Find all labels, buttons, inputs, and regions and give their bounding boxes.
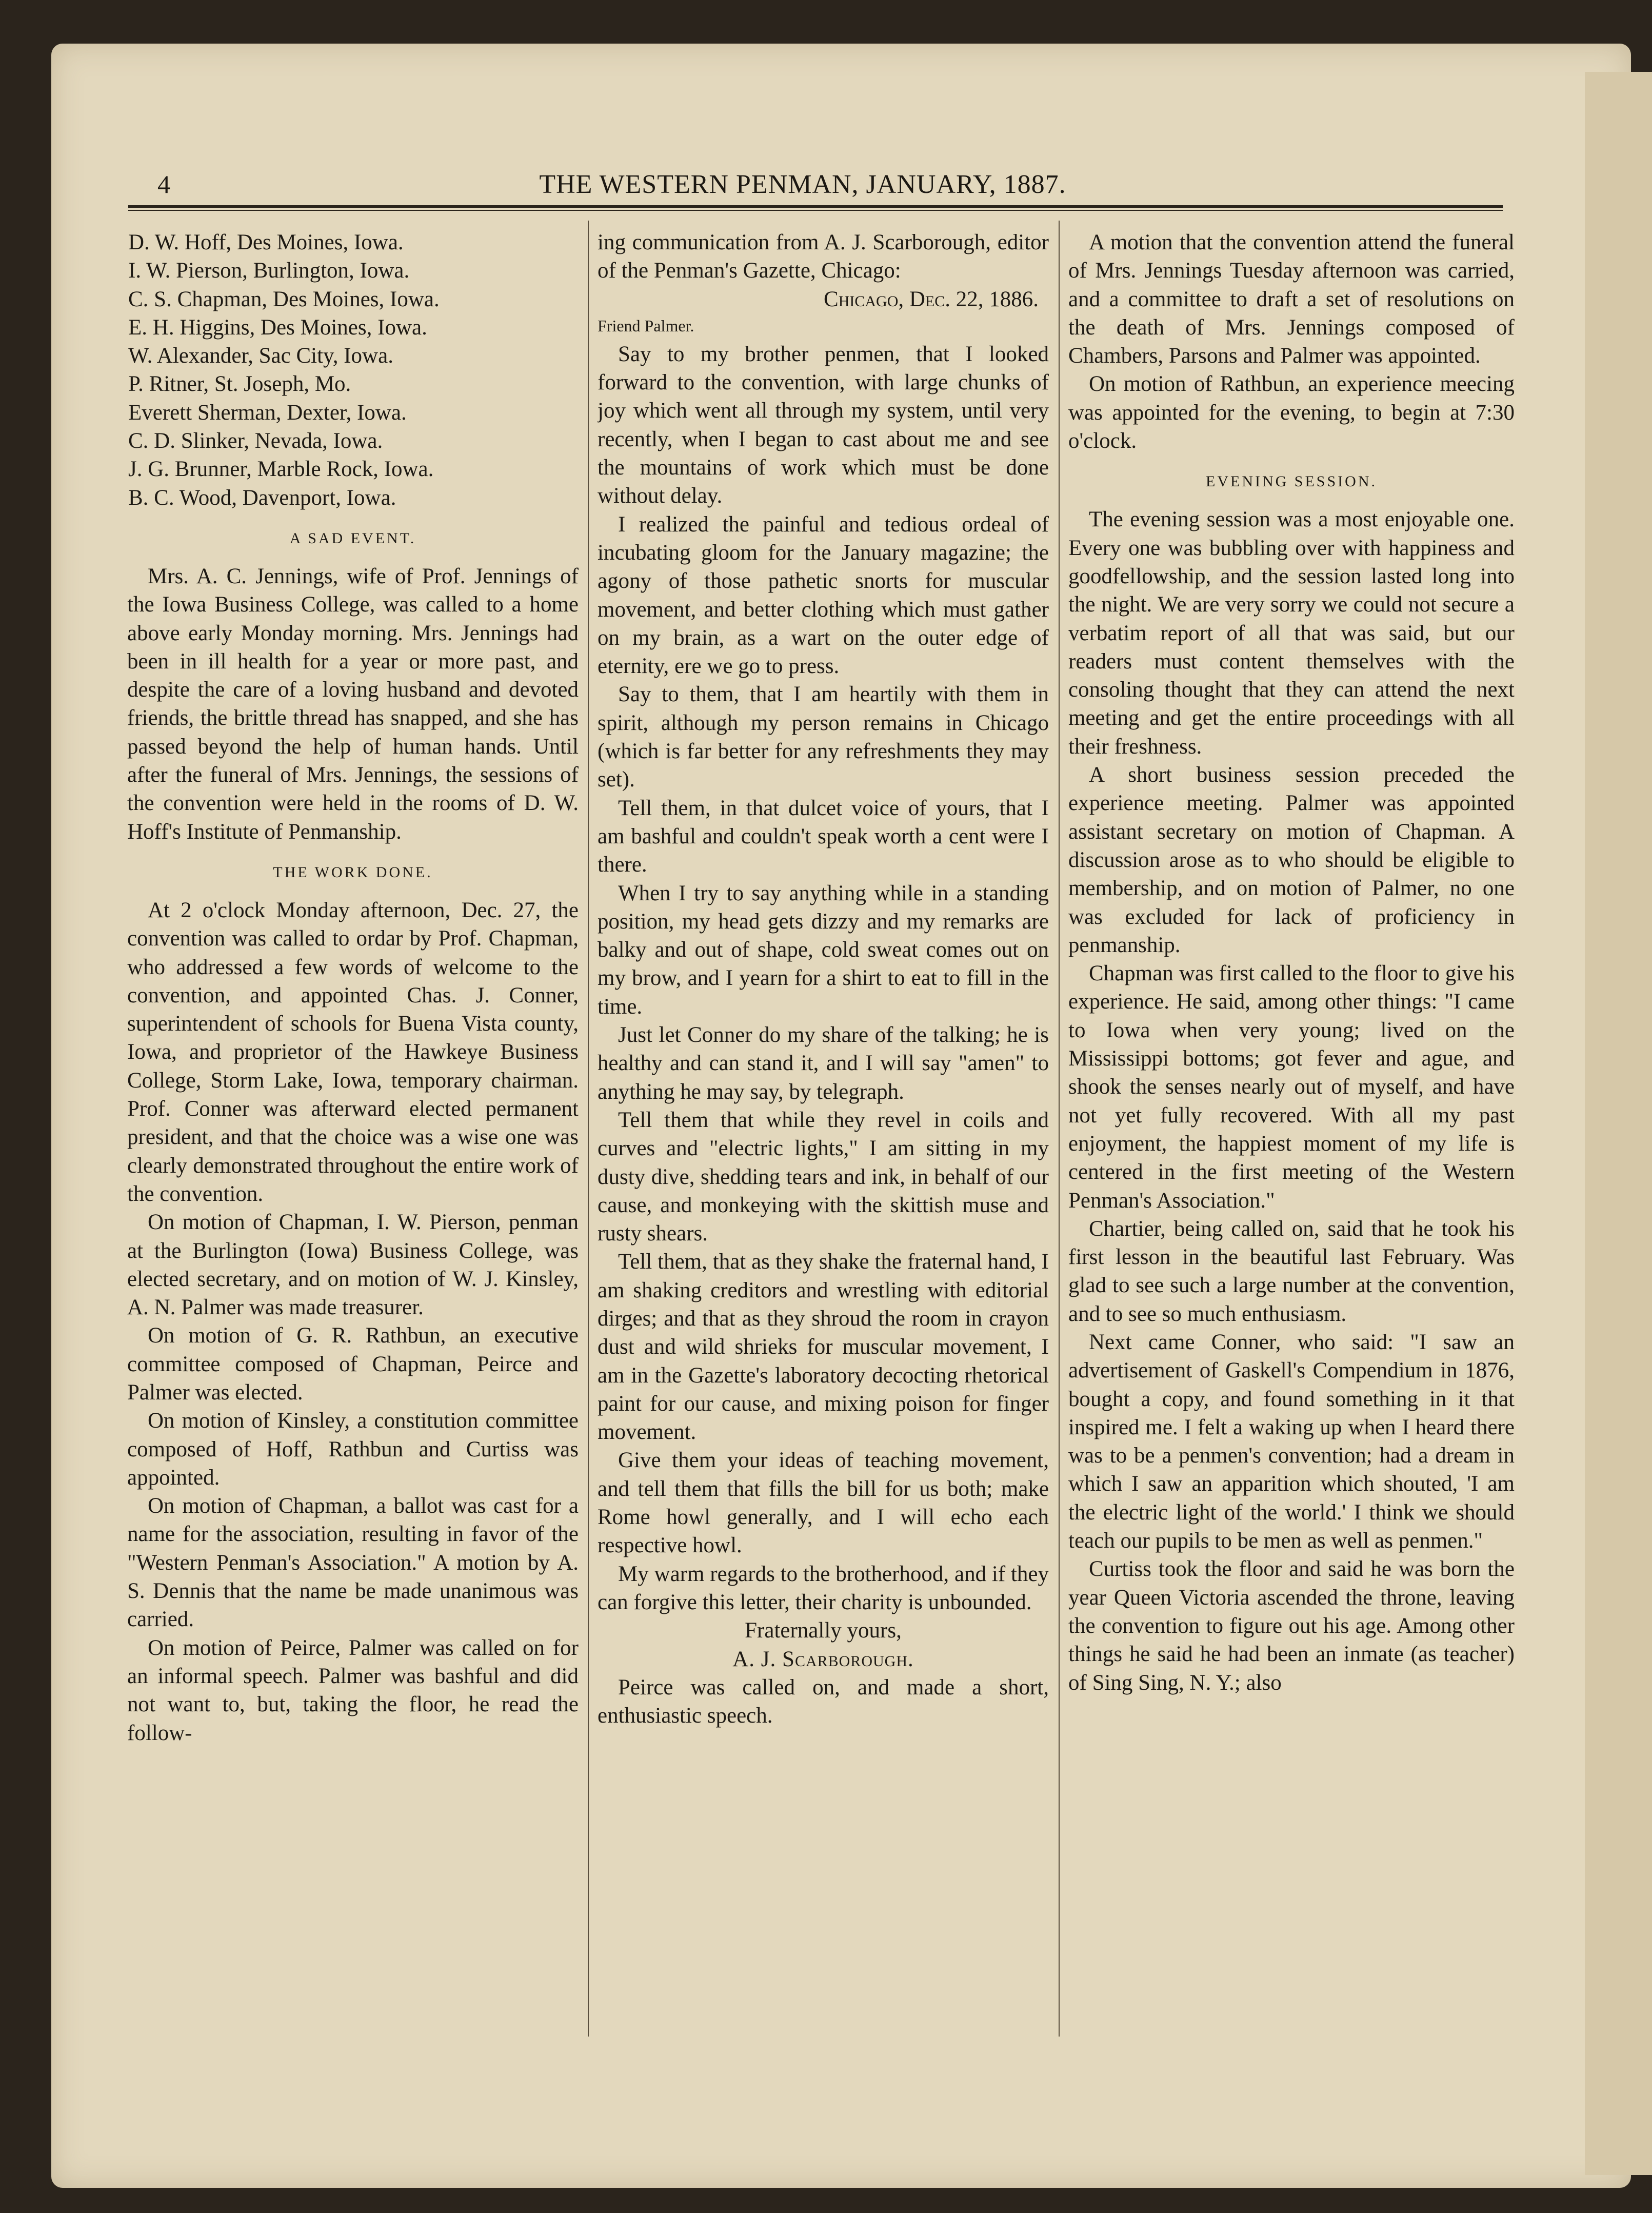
list-item: P. Ritner, St. Joseph, Mo. (128, 372, 351, 397)
paragraph: The evening session was a most enjoyable one. Every one was bubbling over with happiness and goodfellowship, and the session lasted long into the night. We are very sorry we could not secure a verbatim report of all that was said, but our readers must content themselves with the consoling thought that they can attend the next meeting and get the entire proceedings with all their freshness. (1068, 507, 1515, 759)
list-item: C. D. Slinker, Nevada, Iowa. (128, 429, 383, 453)
paragraph: On motion of Rathbun, an experience meecing was appointed for the evening, to begin at 7:30 o'clock. (1068, 372, 1515, 453)
paragraph: Say to my brother penmen, that I looked forward to the convention, with large chunks of joy which went all through my system, until very recently, when I began to cast about me and see the mountains of work which must be done without delay. (598, 342, 1049, 508)
paragraph: Just let Conner do my share of the talking; he is healthy and can stand it, and I will say "amen" to anything he may say, by telegraph. (598, 1023, 1049, 1104)
list-item: B. C. Wood, Davenport, Iowa. (128, 485, 396, 510)
letter-signature: A. J. Scarborough. (732, 1647, 914, 1671)
paragraph: On motion of Peirce, Palmer was called on for an informal speech. Palmer was bashful and did not want to, but, taking the floor, he read the follow- (127, 1635, 579, 1745)
paragraph: I realized the painful and tedious ordeal of incubating gloom for the January magazine; the agony of those pathetic snorts for muscular movement, and better clothing which must gather on my brain, as a wart on the outer edge of eternity, ere we go to press. (598, 512, 1049, 679)
list-item: E. H. Higgins, Des Moines, Iowa. (128, 315, 427, 340)
attendee-list (127, 228, 579, 512)
running-head: THE WESTERN PENMAN, JANUARY, 1887. (539, 170, 1066, 199)
paragraph: On motion of Chapman, a ballot was cast for a name for the association, resulting in favor of the "Western Penman's Association." A motion by A. S. Dennis that the name be made unanimous was carried. (127, 1494, 579, 1632)
header-rule (128, 205, 1503, 211)
page-header (100, 169, 1505, 210)
column-3 (1068, 228, 1515, 2039)
paragraph: Chapman was first called to the floor to give his experience. He said, among other things: "I came to Iowa when very young; lived on the Mississippi bottoms; got fever and ague, and shook the senses nearly out of myself, and have not yet fully recovered. With all my past enjoyment, the happiest moment of my life is centered in the first meeting of the Western Penman's Association." (1068, 961, 1515, 1213)
page-number: 4 (157, 170, 170, 199)
column-rule (1059, 221, 1060, 2037)
paragraph: ing communication from A. J. Scarborough, editor of the Penman's Gazette, Chicago: (598, 230, 1049, 283)
paragraph: Tell them, in that dulcet voice of yours, that I am bashful and couldn't speak worth a cent were I there. (598, 796, 1049, 877)
paragraph: Chartier, being called on, said that he took his first lesson in the beautiful last February. Was glad to see such a large number at the convention, and to see so much enthusiasm. (1068, 1216, 1515, 1326)
paragraph: At 2 o'clock Monday afternoon, Dec. 27, the convention was called to ordar by Prof. Chapman, who addressed a few words of welcome to the convention, and appointed Chas. J. Conner, superintendent of schools for Buena Vista county, Iowa, and proprietor of the Hawkeye Business College, Storm Lake, Iowa, temporary chairman. Prof. Conner was afterward elected permanent president, and that the choice was a wise one was clearly demonstrated throughout the entire work of the convention. (127, 898, 579, 1206)
paragraph: When I try to say anything while in a standing position, my head gets dizzy and my remarks are balky and out of shape, cold sweat comes out on my brow, and I yearn for a shirt to eat to fill in the time. (598, 881, 1049, 1019)
paragraph: A motion that the convention attend the funeral of Mrs. Jennings Tuesday afternoon was carried, and a committee to draft a set of resolutions on the death of Mrs. Jennings composed of Chambers, Parsons and Palmer was appointed. (1068, 230, 1515, 368)
paragraph: Say to them, that I am heartily with them in spirit, although my person remains in Chicago (which is far better for any refreshments they may set). (598, 682, 1049, 792)
paragraph: On motion of Chapman, I. W. Pierson, penman at the Burlington (Iowa) Business College, was elected secretary, and on motion of W. J. Kinsley, A. N. Palmer was made treasurer. (127, 1210, 579, 1320)
section-heading: A SAD EVENT. (289, 529, 416, 547)
paragraph: My warm regards to the brotherhood, and if they can forgive this letter, their charity is unbounded. (598, 1562, 1049, 1614)
list-item: J. G. Brunner, Marble Rock, Iowa. (128, 457, 434, 482)
section-heading: THE WORK DONE. (273, 863, 433, 881)
column-1 (127, 228, 579, 2039)
paragraph: A short business session preceded the experience meeting. Palmer was appointed assistant secretary on motion of Chapman. A discussion arose as to who should be eligible to membership, and on motion of Palmer, no one was excluded for lack of proficiency in penmanship. (1068, 763, 1515, 957)
column-rule (588, 221, 589, 2037)
paragraph: Tell them, that as they shake the fraternal hand, I am shaking creditors and wrestling with editorial dirges; and that as they shroud the room in crayon dust and wild shrieks for muscular movement, I am in the Gazette's laboratory decocting rhetorical paint for our cause, and mixing poison for finger movement. (598, 1250, 1049, 1445)
paragraph: Peirce was called on, and made a short, enthusiastic speech. (598, 1675, 1049, 1728)
list-item: C. S. Chapman, Des Moines, Iowa. (128, 287, 440, 311)
list-item: Everett Sherman, Dexter, Iowa. (128, 400, 407, 425)
paragraph: Tell them that while they revel in coils and curves and "electric lights," I am sitting in my dusty dive, shedding tears and ink, in behalf of our cause, and monkeying with the skittish muse and rusty shears. (598, 1108, 1049, 1246)
letter-closing: Fraternally yours, (745, 1618, 902, 1643)
paragraph: Mrs. A. C. Jennings, wife of Prof. Jennings of the Iowa Business College, was called to a home above early Monday morning. Mrs. Jennings had been in ill health for a year or more past, and despite the care of a loving husband and devoted friends, the brittle thread has snapped, and she has passed beyond the help of human hands. Until after the funeral of Mrs. Jennings, the sessions of the convention were held in the rooms of D. W. Hoff's Institute of Penmanship. (127, 564, 579, 844)
letter-salutation: Friend Palmer. (598, 316, 694, 335)
letter-dateline: Chicago, Dec. 22, 1886. (824, 287, 1039, 311)
paragraph: On motion of Kinsley, a constitution committee composed of Hoff, Rathbun and Curtiss was appointed. (127, 1409, 579, 1490)
paragraph: Curtiss took the floor and said he was born the year Queen Victoria ascended the throne, leaving the convention to figure out his age. Among other things he said he had been an inmate (as teacher) of Sing Sing, N. Y.; also (1068, 1557, 1515, 1695)
list-item: I. W. Pierson, Burlington, Iowa. (128, 259, 410, 283)
column-2 (598, 228, 1049, 2039)
adjacent-page-edge (1585, 72, 1652, 2175)
paragraph: On motion of G. R. Rathbun, an executive committee composed of Chapman, Peirce and Palmer was elected. (127, 1323, 579, 1405)
paragraph: Next came Conner, who said: "I saw an advertisement of Gaskell's Compendium in 1876, bought a copy, and found something in it that inspired me. I felt a waking up when I heard there was to be a penmen's convention; had a dream in which I saw an apparition which shouted, 'I am the electric light of the world.' I think we should teach our pupils to be men as well as penmen." (1068, 1330, 1515, 1553)
list-item: W. Alexander, Sac City, Iowa. (128, 344, 393, 368)
list-item: D. W. Hoff, Des Moines, Iowa. (128, 230, 404, 254)
paragraph: Give them your ideas of teaching movement, and tell them that fills the bill for us both; make Rome howl generally, and I will echo each respective howl. (598, 1448, 1049, 1558)
section-heading: EVENING SESSION. (1206, 473, 1377, 490)
